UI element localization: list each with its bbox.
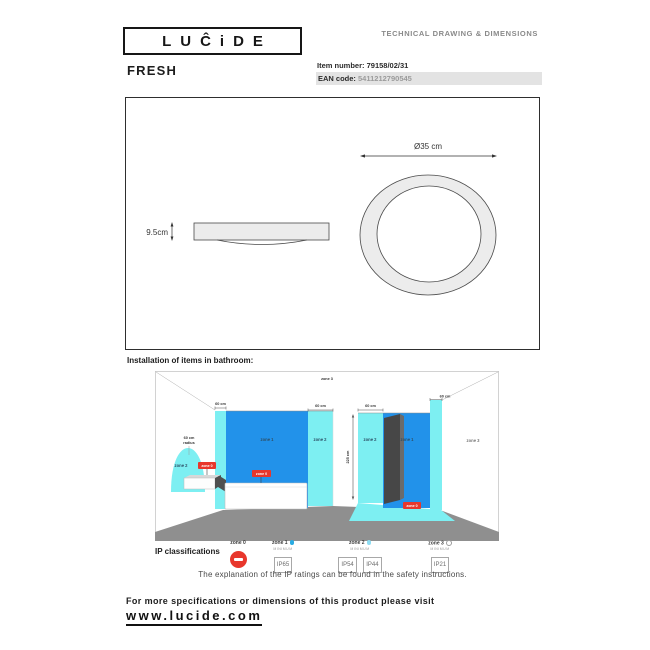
item-number-value: 79158/02/31 <box>366 61 409 70</box>
ip-rating-box: IP54 <box>338 557 356 573</box>
lamp-diffuser-curve <box>217 240 307 245</box>
dim-60-mid-label: 60 cm <box>315 404 326 408</box>
diameter-dimension-label: Ø35 cm <box>413 142 443 151</box>
legend-zone2 <box>332 540 388 573</box>
zone2-strip-mid <box>308 411 333 506</box>
ean-value: 5411212790545 <box>358 74 412 83</box>
zone1-dot-icon <box>290 540 295 545</box>
ip-ratings-note: The explanation of the IP ratings can be found in the safety instructions. <box>198 570 467 579</box>
lamp-side-view <box>194 223 329 240</box>
zone3-right-label: zone 3 <box>466 438 480 443</box>
svg-text:zone 0: zone 0 <box>255 472 268 476</box>
legend-zone1-label: zone 1 <box>271 540 288 546</box>
dim-60-left-label: 60 cm <box>215 402 226 406</box>
lamp-top-view-inner <box>377 186 481 282</box>
zone2-strip-far-right <box>430 400 442 510</box>
product-name: FRESH <box>127 63 178 78</box>
item-number-label: Item number: <box>317 61 365 70</box>
radius-label-line2: radius <box>183 441 195 445</box>
legend-zone0-label: zone 0 <box>230 540 246 546</box>
legend-zone2-minimum: MINIMUM <box>350 547 370 551</box>
lucide-logo-text: LUĈiDE <box>162 32 272 50</box>
diameter-dimension <box>360 142 497 158</box>
ip-rating-box: IP44 <box>363 557 381 573</box>
height-dimension <box>146 222 173 241</box>
svg-text:zone 0: zone 0 <box>201 464 213 468</box>
footer-text: For more specifications or dimensions of this product please visit <box>126 596 435 606</box>
zone2-panel-right <box>358 413 383 503</box>
sink-counter-top <box>184 475 221 478</box>
zone2-strip-left <box>215 411 226 509</box>
shower-panel <box>384 414 400 504</box>
zone1-left-label: zone 1 <box>260 437 274 442</box>
no-entry-icon <box>230 551 247 568</box>
bathroom-zones-diagram <box>155 371 499 541</box>
zone1-right-label: zone 1 <box>400 437 414 442</box>
svg-text:zone 0: zone 0 <box>406 504 418 508</box>
sink-counter <box>184 478 215 489</box>
lucide-website-link[interactable]: www.lucide.com <box>126 608 262 626</box>
legend-zone1 <box>263 540 303 573</box>
technical-drawing-panel <box>125 97 540 350</box>
zone0-badge-shower <box>403 502 421 509</box>
radius-label-line1: 60 cm <box>183 436 195 440</box>
zone2-dot-icon <box>367 540 372 545</box>
lucide-logo <box>123 27 302 55</box>
document-type-label: TECHNICAL DRAWING & DIMENSIONS <box>381 29 538 38</box>
room-height-label: 225 cm <box>346 450 350 464</box>
dim-60-right-label: 60 cm <box>365 404 376 408</box>
zone2-right-label: zone 2 <box>363 437 377 442</box>
zone2-sink-label: zone 2 <box>174 463 188 468</box>
legend-zone0 <box>218 540 258 568</box>
legend-zone3-minimum: MINIMUM <box>430 547 450 552</box>
legend-zone3-label: zone 3 <box>428 540 444 547</box>
ip-classifications-title: IP classifications <box>155 547 220 556</box>
zone3-top-label: zone 3 <box>321 377 333 381</box>
legend-zone2-label: zone 2 <box>348 540 365 546</box>
ip-rating-box: IP65 <box>274 557 292 573</box>
technical-drawing <box>126 98 539 349</box>
zone3-circle-icon <box>446 540 452 546</box>
item-number-line <box>317 61 408 70</box>
ean-label: EAN code: <box>318 74 356 83</box>
bathroom-section-title: Installation of items in bathroom: <box>127 356 254 365</box>
ip-rating-box: IP21 <box>431 557 449 573</box>
shower-panel-side <box>400 414 404 500</box>
legend-zone1-minimum: MINIMUM <box>273 547 293 551</box>
ean-line <box>316 72 542 85</box>
dim-60-far-right-label: 60 cm <box>439 394 451 399</box>
height-dimension-label: 9.5cm <box>146 228 168 237</box>
zone2-mid-label: zone 2 <box>313 437 327 442</box>
legend-zone3 <box>418 540 462 573</box>
